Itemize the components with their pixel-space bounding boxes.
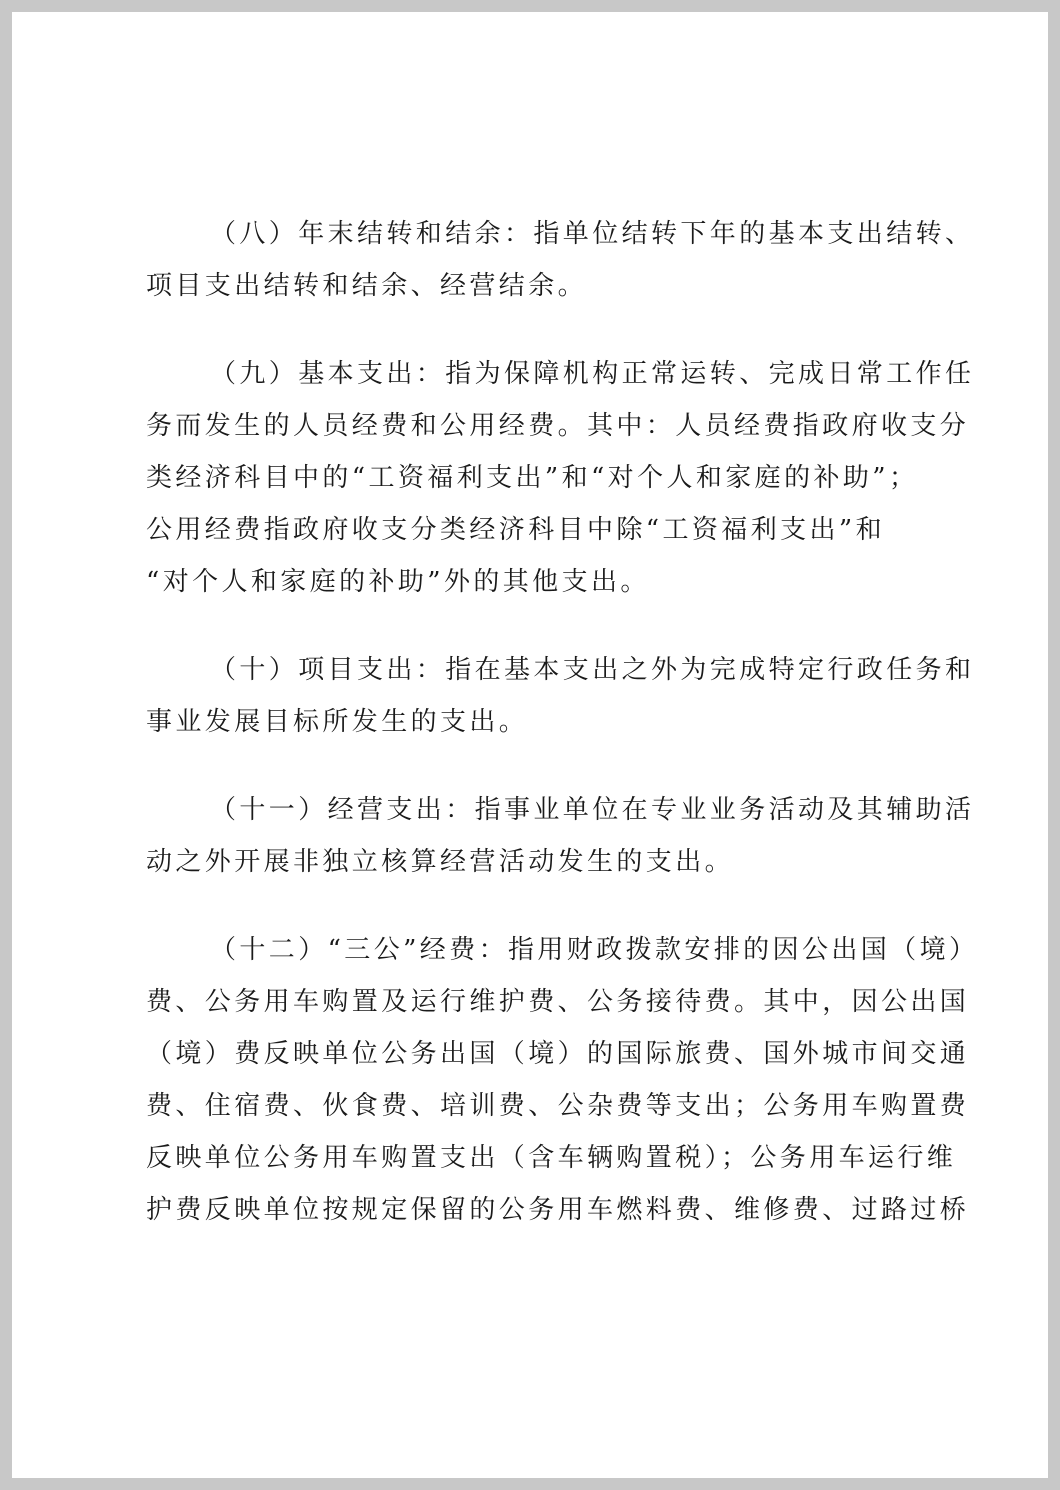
paragraph-line: 类经济科目中的“工资福利支出”和“对个人和家庭的补助”； [146,463,919,493]
paragraph-line: 护费反映单位按规定保留的公务用车燃料费、维修费、过路过桥 [146,1195,970,1225]
paragraph-line: （八）年末结转和结余：指单位结转下年的基本支出结转、 [210,219,975,249]
paragraph-line: （十）项目支出：指在基本支出之外为完成特定行政任务和 [210,655,975,685]
paragraph-line: 费、住宿费、伙食费、培训费、公杂费等支出；公务用车购置费 [146,1091,970,1121]
paragraph-12 [146,924,979,1236]
paragraph-line: “对个人和家庭的补助”外的其他支出。 [146,567,650,597]
paragraph-line: （九）基本支出：指为保障机构正常运转、完成日常工作任 [210,359,975,389]
paragraph-8 [146,208,975,312]
document-page [12,12,1048,1478]
paragraph-line: （境）费反映单位公务出国（境）的国际旅费、国外城市间交通 [146,1039,970,1069]
paragraph-line: 事业发展目标所发生的支出。 [146,707,529,737]
paragraph-line: （十一）经营支出：指事业单位在专业业务活动及其辅助活 [210,795,975,825]
paragraph-line: 务而发生的人员经费和公用经费。其中：人员经费指政府收支分 [146,411,970,441]
paragraph-line: 动之外开展非独立核算经营活动发生的支出。 [146,847,735,877]
paragraph-line: 项目支出结转和结余、经营结余。 [146,271,588,301]
paragraph-line: （十二）“三公”经费：指用财政拨款安排的因公出国（境） [210,935,979,965]
document-body [146,208,979,1272]
paragraph-line: 公用经费指政府收支分类经济科目中除“工资福利支出”和 [146,515,885,545]
paragraph-9 [146,348,975,608]
paragraph-line: 反映单位公务用车购置支出（含车辆购置税）；公务用车运行维 [146,1143,957,1173]
paragraph-10 [146,644,975,748]
paragraph-line: 费、公务用车购置及运行维护费、公务接待费。其中，因公出国 [146,987,970,1017]
paragraph-11 [146,784,975,888]
